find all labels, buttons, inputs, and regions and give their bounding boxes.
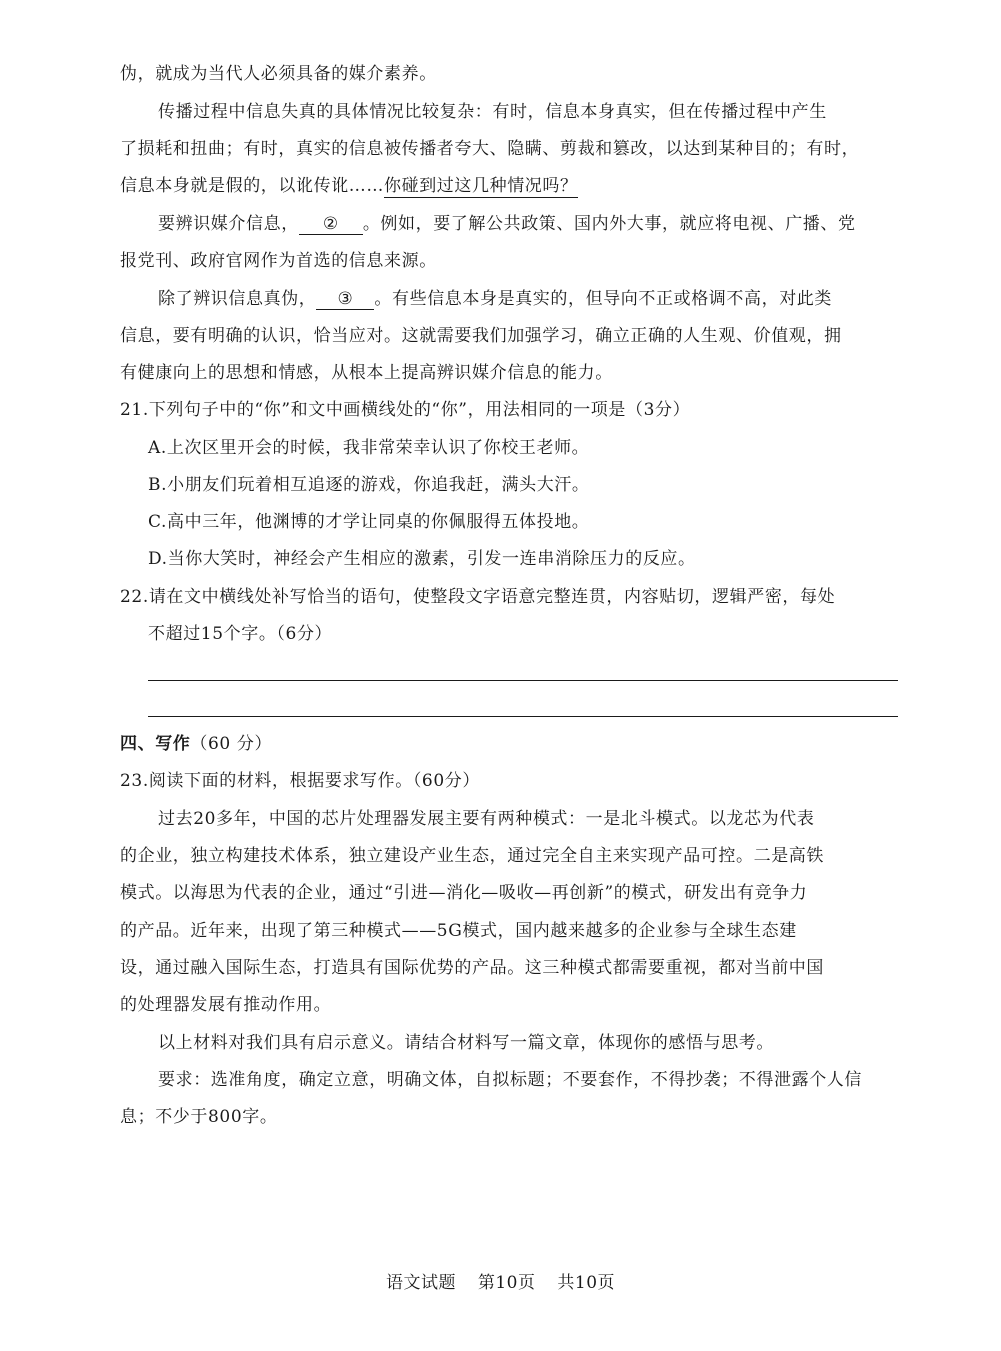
passage-line: 传播过程中信息失真的具体情况比较复杂：有时，信息本身真实，但在传播过程中产生: [158, 102, 827, 122]
material-line: 模式。以海思为代表的企业，通过“引进—消化—吸收—再创新”的模式，研发出有竞争力: [120, 883, 808, 903]
section-title-score: （60 分）: [190, 734, 273, 754]
blank-2: ②: [299, 214, 363, 235]
passage-line: 伪，就成为当代人必须具备的媒介素养。: [120, 64, 437, 84]
passage-line: [158, 212, 900, 236]
material-line: 过去20多年，中国的芯片处理器发展主要有两种模式：一是北斗模式。以龙芯为代表: [158, 809, 815, 829]
question-21-option-c: C.高中三年，他渊博的才学让同桌的你佩服得五体投地。: [148, 512, 590, 532]
section-title-text: 四、写作: [120, 734, 191, 754]
passage-text: 信息本身就是假的，以讹传讹……: [120, 176, 384, 196]
question-23-stem: 23.阅读下面的材料，根据要求写作。（60分）: [120, 771, 480, 791]
answer-line: [148, 716, 898, 717]
passage-text: 。有些信息本身是真实的，但导向不正或格调不高，对此类: [374, 289, 833, 309]
page-footer: [0, 1268, 1001, 1293]
passage-line: 报党刊、政府官网作为首选的信息来源。: [120, 251, 437, 271]
passage-line: [158, 287, 900, 311]
material-line: 设，通过融入国际生态，打造具有国际优势的产品。这三种模式都需要重视，都对当前中国: [120, 958, 824, 978]
question-21-stem: 21.下列句子中的“你”和文中画横线处的“你”，用法相同的一项是（3分）: [120, 400, 691, 420]
question-21-option-b: B.小朋友们玩着相互追逐的游戏，你追我赶，满头大汗。: [148, 475, 590, 495]
footer-subject: 语文试题: [385, 1273, 456, 1293]
requirement-line: 要求：选准角度，确定立意，明确文体，自拟标题；不要套作，不得抄袭；不得泄露个人信: [158, 1070, 862, 1090]
task-line: 以上材料对我们具有启示意义。请结合材料写一篇文章，体现你的感悟与思考。: [158, 1033, 774, 1053]
requirement-line: 息；不少于800字。: [120, 1107, 278, 1127]
footer-page-number: 第10页: [477, 1273, 536, 1293]
passage-line: 了损耗和扭曲；有时，真实的信息被传播者夸大、隐瞒、剪裁和篡改，以达到某种目的；有时，: [120, 139, 860, 159]
material-line: 的产品。近年来，出现了第三种模式——5G模式，国内越来越多的企业参与全球生态建: [120, 921, 797, 941]
footer-total-pages: 共10页: [557, 1273, 616, 1293]
section-title: [120, 732, 900, 756]
question-21-option-d: D.当你大笑时，神经会产生相应的激素，引发一连串消除压力的反应。: [148, 549, 696, 569]
material-line: 的处理器发展有推动作用。: [120, 995, 332, 1015]
passage-line: 信息，要有明确的认识，恰当应对。这就需要我们加强学习，确立正确的人生观、价值观，拥: [120, 326, 842, 346]
question-21-option-a: A.上次区里开会的时候，我非常荣幸认识了你校王老师。: [148, 438, 590, 458]
question-22-stem: 不超过15个字。（6分）: [148, 624, 333, 644]
blank-3: ③: [316, 289, 374, 310]
question-22-stem: 22.请在文中横线处补写恰当的语句，使整段文字语意完整连贯，内容贴切，逻辑严密，每处: [120, 587, 836, 607]
passage-text: 要辨识媒介信息，: [158, 214, 299, 234]
passage-text: 除了辨识信息真伪，: [158, 289, 317, 309]
answer-line: [148, 680, 898, 681]
passage-line: 有健康向上的思想和情感，从根本上提高辨识媒介信息的能力。: [120, 363, 613, 383]
passage-line: [120, 174, 900, 198]
underlined-sentence: 你碰到过这几种情况吗？: [384, 176, 578, 196]
material-line: 的企业，独立构建技术体系，独立建设产业生态，通过完全自主来实现产品可控。二是高铁: [120, 846, 824, 866]
passage-text: 。例如，要了解公共政策、国内外大事，就应将电视、广播、党: [362, 214, 856, 234]
